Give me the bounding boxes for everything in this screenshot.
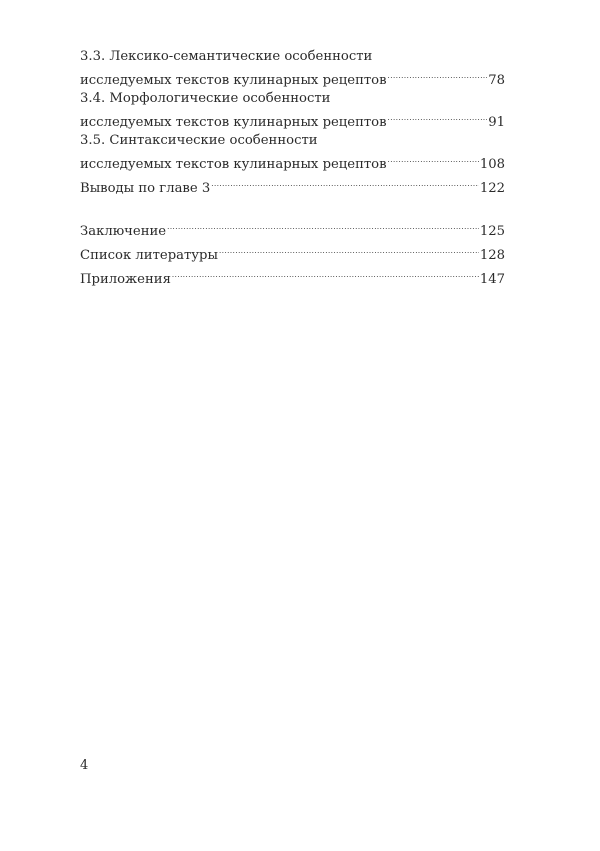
toc-entry-chapter-3-conclusions	[80, 174, 505, 198]
toc-entry-title: исследуемых текстов кулинарных рецептов	[80, 73, 387, 88]
toc-page-number: 122	[479, 181, 505, 196]
toc-entry-heading: 3.3. Лексико-семантические особенности	[80, 49, 373, 64]
page-number: 4	[80, 758, 89, 773]
dot-leader	[167, 217, 479, 235]
dot-leader	[388, 108, 488, 126]
toc-entry-row	[80, 265, 505, 289]
toc-entry-title: Список литературы	[80, 248, 218, 263]
dot-leader	[388, 150, 479, 168]
toc-page-number: 108	[479, 157, 505, 172]
toc-entry-heading: 3.4. Морфологические особенности	[80, 91, 331, 106]
toc-entry-title: Выводы по главе 3	[80, 181, 211, 196]
toc-entry-appendices	[80, 265, 505, 289]
toc-entry-title: исследуемых текстов кулинарных рецептов	[80, 115, 387, 130]
section-gap	[80, 198, 505, 217]
toc-entry-row	[80, 174, 505, 198]
toc-entry-heading: 3.5. Синтаксические особенности	[80, 133, 318, 148]
dot-leader	[172, 265, 479, 283]
toc-page-number: 128	[479, 248, 505, 263]
toc-page-number: 147	[479, 272, 505, 287]
toc-entry-row	[80, 108, 505, 132]
toc-entry-title: Приложения	[80, 272, 171, 287]
dot-leader	[219, 241, 479, 259]
toc-entry-row	[80, 150, 505, 174]
toc-entry-row	[80, 241, 505, 265]
toc-entry-row	[80, 217, 505, 241]
toc-entry-3-3	[80, 48, 505, 90]
toc-entry-title: исследуемых текстов кулинарных рецептов	[80, 157, 387, 172]
toc-page-number: 78	[488, 73, 505, 88]
toc-entry-3-5	[80, 132, 505, 174]
toc-entry-conclusion	[80, 217, 505, 241]
toc-entry-title: Заключение	[80, 224, 167, 239]
dot-leader	[211, 174, 479, 192]
dot-leader	[388, 66, 488, 84]
toc-page-number: 125	[479, 224, 505, 239]
toc-page-number: 91	[488, 115, 505, 130]
toc-entry-row	[80, 66, 505, 90]
toc-entry-3-4	[80, 90, 505, 132]
table-of-contents	[80, 48, 505, 289]
toc-entry-references	[80, 241, 505, 265]
